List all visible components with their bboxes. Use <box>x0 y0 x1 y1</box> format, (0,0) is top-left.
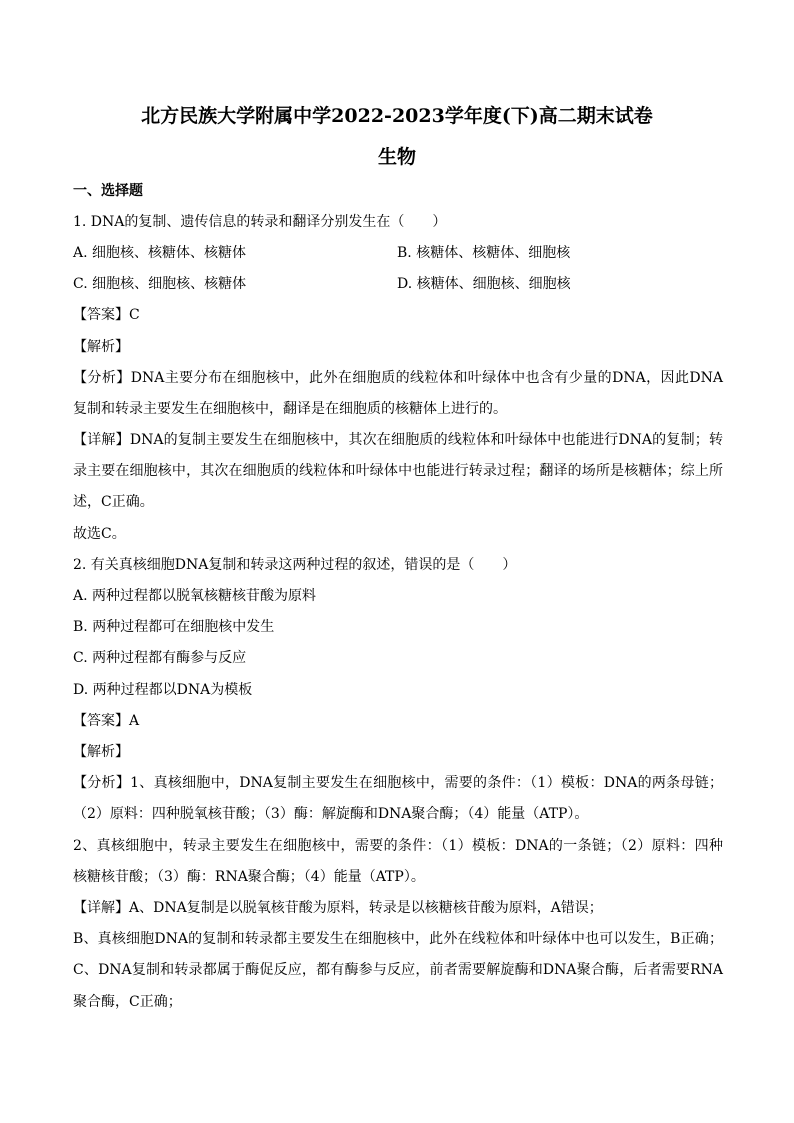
q1-stem: 1. DNA的复制、遗传信息的转录和翻译分别发生在（ ） <box>73 214 447 230</box>
q2-xiangjie-line4: 聚合酶，C正确； <box>73 994 182 1010</box>
q2-fenxi-line1: 【分析】1、真核细胞中，DNA复制主要发生在细胞核中，需要的条件：（1）模板：DNA的两条母链； <box>73 775 723 791</box>
q2-fenxi-line4: 核糖核苷酸；（3）酶：RNA聚合酶；（4）能量（ATP）。 <box>73 869 425 885</box>
q2-xiangjie-line3: C、DNA复制和转录都属于酶促反应，都有酶参与反应，前者需要解旋酶和DNA聚合酶，后者需要RNA <box>73 962 723 978</box>
q2-fenxi-line2: （2）原料：四种脱氧核苷酸；（3）酶：解旋酶和DNA聚合酶；（4）能量（ATP）。 <box>73 806 589 822</box>
subject-title: 生物 <box>377 146 416 168</box>
q1-option-d: D. 核糖体、细胞核、细胞核 <box>397 276 571 292</box>
q1-option-c: C. 细胞核、细胞核、核糖体 <box>73 276 247 292</box>
q1-option-a: A. 细胞核、核糖体、核糖体 <box>73 245 247 261</box>
q2-xiangjie-line2: B、真核细胞DNA的复制和转录都主要发生在细胞核中，此外在线粒体和叶绿体中也可以发生，B正确； <box>73 931 723 947</box>
q1-analysis-tag: 【解析】 <box>73 339 129 355</box>
q1-xiangjie-line2: 录主要在细胞核中，其次在细胞质的线粒体和叶绿体中也能进行转录过程；翻译的场所是核糖体；综上所 <box>73 463 723 479</box>
q1-option-b: B. 核糖体、核糖体、细胞核 <box>397 245 571 261</box>
q2-analysis-tag: 【解析】 <box>73 744 129 760</box>
q1-conclusion: 故选C。 <box>73 526 126 542</box>
q2-answer: 【答案】A <box>73 713 140 729</box>
q2-xiangjie-line1: 【详解】A、DNA复制是以脱氧核苷酸为原料，转录是以核糖核苷酸为原料，A错误； <box>73 900 603 916</box>
q1-xiangjie-line1: 【详解】DNA的复制主要发生在细胞核中，其次在细胞质的线粒体和叶绿体中也能进行DNA的复制；转 <box>73 432 723 448</box>
section-heading: 一、选择题 <box>73 183 143 199</box>
q1-answer: 【答案】C <box>73 307 140 323</box>
q2-option-b: B. 两种过程都可在细胞核中发生 <box>73 619 275 635</box>
q1-xiangjie-line3: 述，C正确。 <box>73 494 154 510</box>
q2-stem: 2. 有关真核细胞DNA复制和转录这两种过程的叙述，错误的是（ ） <box>73 557 517 573</box>
q1-fenxi-line1: 【分析】DNA主要分布在细胞核中，此外在细胞质的线粒体和叶绿体中也含有少量的DNA，因此DNA <box>73 370 723 386</box>
q2-option-d: D. 两种过程都以DNA为模板 <box>73 682 253 698</box>
q2-option-c: C. 两种过程都有酶参与反应 <box>73 650 247 666</box>
q2-option-a: A. 两种过程都以脱氧核糖核苷酸为原料 <box>73 588 317 604</box>
q2-fenxi-line3: 2、真核细胞中，转录主要发生在细胞核中，需要的条件：（1）模板：DNA的一条链；（2）原料：四种 <box>73 838 723 854</box>
page-title: 北方民族大学附属中学2022-2023学年度(下)高二期末试卷 <box>141 105 653 127</box>
q1-fenxi-line2: 复制和转录主要发生在细胞核中，翻译是在细胞质的核糖体上进行的。 <box>73 401 507 417</box>
